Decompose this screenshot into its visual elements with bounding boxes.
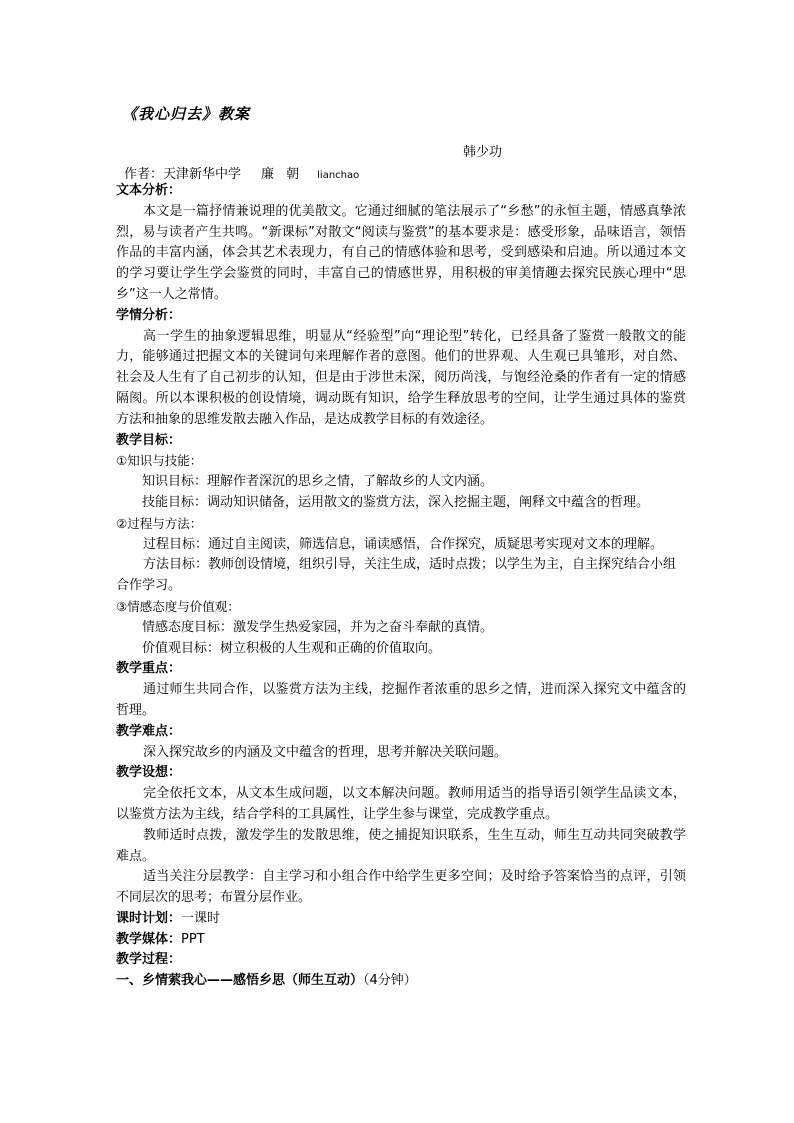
process-step-label: 一、乡情萦我心——感悟乡思（师生互动） (116, 973, 364, 989)
section-heading: 教学重点： (116, 661, 182, 677)
teaching-media-label: 教学媒体： (116, 931, 182, 947)
lesson-plan-line (116, 909, 686, 930)
section-paragraph: 适当关注分层教学：自主学习和小组合作中给学生更多空间；及时给予答案恰当的点评，引领不同层次的思考；布置分层作业。 (116, 869, 686, 906)
byline-name: 廉 朝 (261, 167, 304, 182)
goal-item: 知识目标：理解作者深沉的思乡之情，了解故乡的人文内涵。 (142, 474, 494, 490)
byline-label: 作者：天津新华中学 (124, 167, 242, 182)
section-paragraph: 深入探究故乡的内涵及文中蕴含的哲理，思考并解决关联问题。 (143, 744, 508, 760)
subsection-heading: ②过程与方法： (116, 515, 203, 531)
section-heading: 教学设想： (116, 765, 182, 781)
lesson-plan-label: 课时计划： (116, 910, 182, 926)
author-name: 韩少功 (463, 145, 503, 160)
section-paragraph: 教师适时点拨，激发学生的发散思维，使之捕捉知识联系，生生互动，师生互动共同突破教学难点。 (116, 827, 686, 864)
byline (124, 163, 359, 182)
goal-item: 技能目标：调动知识储备，运用散文的鉴赏方法，深入挖掘主题，阐释文中蕴含的哲理。 (142, 494, 650, 510)
section-heading: 教学难点： (116, 723, 182, 739)
section-heading: 教学目标： (116, 432, 182, 448)
byline-pinyin: lianchao (317, 170, 360, 181)
section-paragraph: 本文是一篇抒情兼说理的优美散文。它通过细腻的笔法展示了“乡愁”的永恒主题，情感真挚浓烈，易与读者产生共鸣。“新课标”对散文“阅读与鉴赏”的基本要求是：感受形象，品味语言，领悟作品的丰富内涵，体会其艺术表现力，有自己的情感体验和思考，受到感染和启迪。所以通过本文的学习要让学生学会鉴赏的同时，丰富自己的情感世界，用积极的审美情趣去探究民族心理中“思乡”这一人之常情。 (116, 203, 686, 302)
lesson-plan-value: 一课时 (181, 910, 221, 926)
process-step-time: （4分钟） (363, 973, 417, 989)
process-step (116, 971, 686, 992)
section-heading: 学情分析： (116, 307, 182, 323)
subsection-heading: ③情感态度与价值观： (116, 598, 240, 614)
document-body (116, 181, 686, 992)
goal-item: 过程目标：通过自主阅读，筛选信息，诵读感悟，合作探究，质疑思考实现对文本的理解。 (143, 536, 664, 552)
section-paragraph: 通过师生共同合作，以鉴赏方法为主线，挖掘作者浓重的思乡之情，进而深入探究文中蕴含的哲理。 (116, 682, 686, 718)
section-paragraph: 高一学生的抽象逻辑思维，明显从“经验型”向“理论型”转化，已经具备了鉴赏一般散文的能力，能够通过把握文本的关键词句来理解作者的意图。他们的世界观、人生观已具雏形，对自然、社会及人生有了自己初步的认知，但是由于涉世未深，阅历尚浅，与饱经沧桑的作者有一定的情感隔阂。所以本课积极的创设情境，调动既有知识，给学生释放思考的空间，让学生通过具体的鉴赏方法和抽象的思维发散去融入作品，是达成教学目标的有效途径。 (116, 328, 686, 427)
document-title: 《我心归去》教案 (122, 105, 251, 123)
goal-item: 情感态度目标：激发学生热爱家园，并为之奋斗奉献的真情。 (142, 619, 494, 635)
teaching-media-value: PPT (181, 931, 205, 947)
teaching-media-line (116, 930, 686, 951)
section-paragraph: 完全依托文本，从文本生成问题，以文本解决问题。教师用适当的指导语引领学生品读文本，以鉴赏方法为主线，结合学科的工具属性，让学生参与课堂，完成教学重点。 (116, 786, 686, 822)
subsection-heading: ①知识与技能： (116, 453, 203, 469)
goal-item: 价值观目标：树立积极的人生观和正确的价值取向。 (142, 640, 442, 656)
section-heading: 文本分析： (116, 183, 182, 198)
section-heading: 教学过程： (116, 952, 182, 968)
goal-item: 方法目标：教师创设情境，组织引导，关注生成，适时点拨；以学生为主，自主探究结合小组合作学习。 (116, 557, 677, 594)
